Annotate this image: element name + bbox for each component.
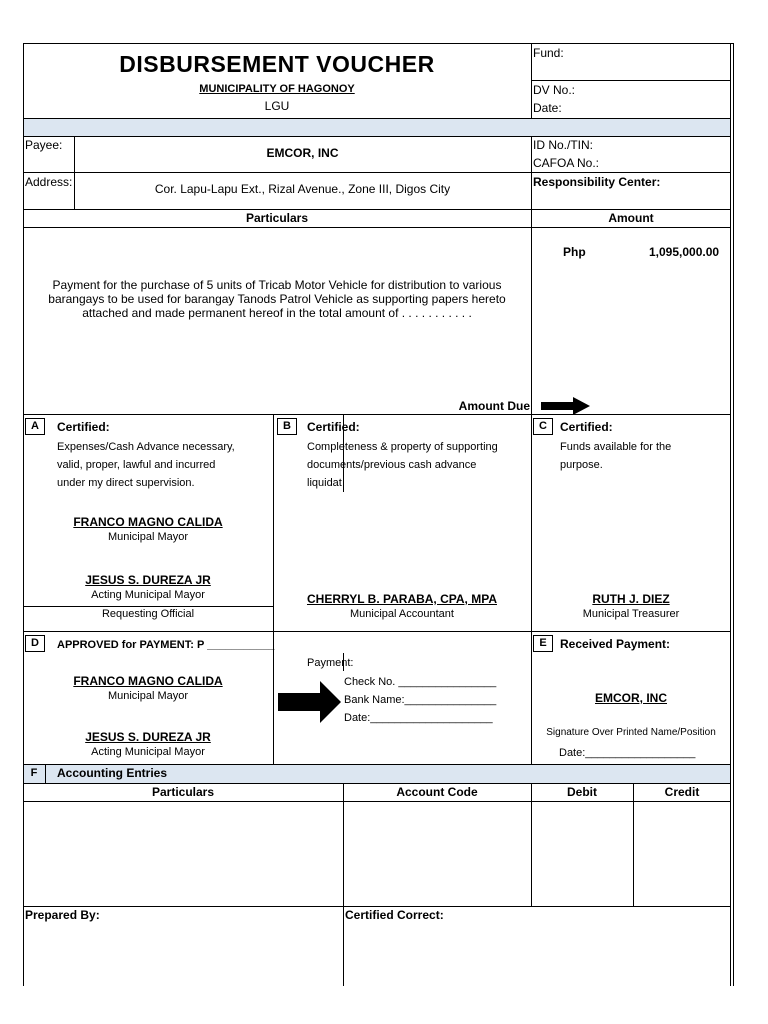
certified-correct-label: Certified Correct: [345, 908, 444, 922]
payment-arrow-icon [278, 681, 342, 723]
section-d-signatory-2: JESUS S. DUREZA JR [85, 730, 211, 744]
dv-no-label: DV No.: [533, 83, 576, 97]
section-d-letter: D [25, 635, 45, 652]
amount-due-label: Amount Due [458, 399, 530, 413]
fund-label: Fund: [533, 46, 564, 60]
section-a-signatory-1-title: Municipal Mayor [107, 531, 189, 543]
section-e-heading: Received Payment: [560, 637, 671, 651]
payee-label: Payee: [25, 138, 63, 152]
payee-name: EMCOR, INC [266, 146, 339, 160]
voucher-title: DISBURSEMENT VOUCHER [119, 51, 435, 77]
requesting-official-label: Requesting Official [101, 608, 195, 620]
responsibility-center-label: Responsibility Center: [533, 175, 661, 189]
section-b-line-1: Completeness & property of supporting [307, 441, 498, 453]
section-c-line-1: Funds available for the [560, 441, 672, 453]
section-d-signatory-1: FRANCO MAGNO CALIDA [73, 674, 223, 688]
section-f-heading: Accounting Entries [57, 766, 168, 780]
prepared-by-label: Prepared By: [25, 908, 100, 922]
section-a-letter: A [25, 418, 45, 435]
signature-label: Signature Over Printed Name/Position [546, 727, 716, 738]
payment-label: Payment: [307, 657, 354, 669]
date-label: Date: [533, 101, 562, 115]
section-d-heading: APPROVED for PAYMENT: P ___________ [57, 639, 275, 651]
amount-value: 1,095,000.00 [649, 245, 720, 259]
col-particulars: Particulars [151, 785, 215, 799]
address-value: Cor. Lapu-Lapu Ext., Rizal Avenue., Zone III, Digos City [154, 182, 451, 196]
section-e-recipient: EMCOR, INC [595, 691, 667, 705]
section-d-signatory-2-title: Acting Municipal Mayor [91, 746, 205, 758]
payment-date-field: Date:____________________ [344, 712, 493, 724]
particulars-header: Particulars [245, 211, 309, 225]
section-b-letter: B [277, 418, 297, 435]
particulars-line-2: barangays to be used for barangay Tanods Patrol Vehicle as supporting papers hereto [48, 292, 506, 306]
section-c-signatory: RUTH J. DIEZ [592, 592, 670, 606]
section-a-signatory-2: JESUS S. DUREZA JR [85, 573, 211, 587]
section-c-letter: C [533, 418, 553, 435]
lgu-label: LGU [264, 99, 290, 113]
currency-label: Php [563, 245, 586, 259]
municipality-name: MUNICIPALITY OF HAGONOY [199, 83, 355, 95]
particulars-line-3: attached and made permanent hereof in the total amount of . . . . . . . . . . . [82, 306, 472, 320]
col-account-code: Account Code [396, 785, 478, 799]
section-b-signatory: CHERRYL B. PARABA, CPA, MPA [306, 592, 497, 606]
id-tin-label: ID No./TIN: [533, 138, 594, 152]
section-b-heading: Certified: [307, 420, 360, 434]
section-a-line-2: valid, proper, lawful and incurred [57, 459, 216, 471]
col-credit: Credit [664, 785, 700, 799]
cafoa-label: CAFOA No.: [533, 156, 600, 170]
section-a-line-1: Expenses/Cash Advance necessary, [57, 441, 235, 453]
col-debit: Debit [567, 785, 597, 799]
bank-name-field: Bank Name:_______________ [344, 694, 497, 706]
header-band [23, 118, 731, 136]
section-c-signatory-title: Municipal Treasurer [582, 608, 680, 620]
section-a-line-3: under my direct supervision. [57, 477, 195, 489]
received-date-field: Date:__________________ [559, 747, 696, 759]
check-no-field: Check No. ________________ [344, 676, 497, 688]
section-e-letter: E [533, 635, 553, 652]
amount-due-arrow-icon [541, 397, 591, 415]
section-a-heading: Certified: [57, 420, 110, 434]
section-a-signatory-1: FRANCO MAGNO CALIDA [73, 515, 223, 529]
section-b-line-3: liquidat [307, 477, 342, 489]
section-f-letter: F [30, 767, 38, 779]
section-a-signatory-2-title: Acting Municipal Mayor [91, 589, 205, 601]
amount-header: Amount [608, 211, 654, 225]
section-b-line-2: documents/previous cash advance [307, 459, 477, 471]
section-c-line-2: purpose. [560, 459, 603, 471]
address-label: Address: [25, 175, 73, 189]
section-b-signatory-title: Municipal Accountant [350, 608, 454, 620]
particulars-line-1: Payment for the purchase of 5 units of Tricab Motor Vehicle for distribution to various [52, 278, 502, 292]
section-d-signatory-1-title: Municipal Mayor [107, 690, 189, 702]
section-c-heading: Certified: [560, 420, 613, 434]
